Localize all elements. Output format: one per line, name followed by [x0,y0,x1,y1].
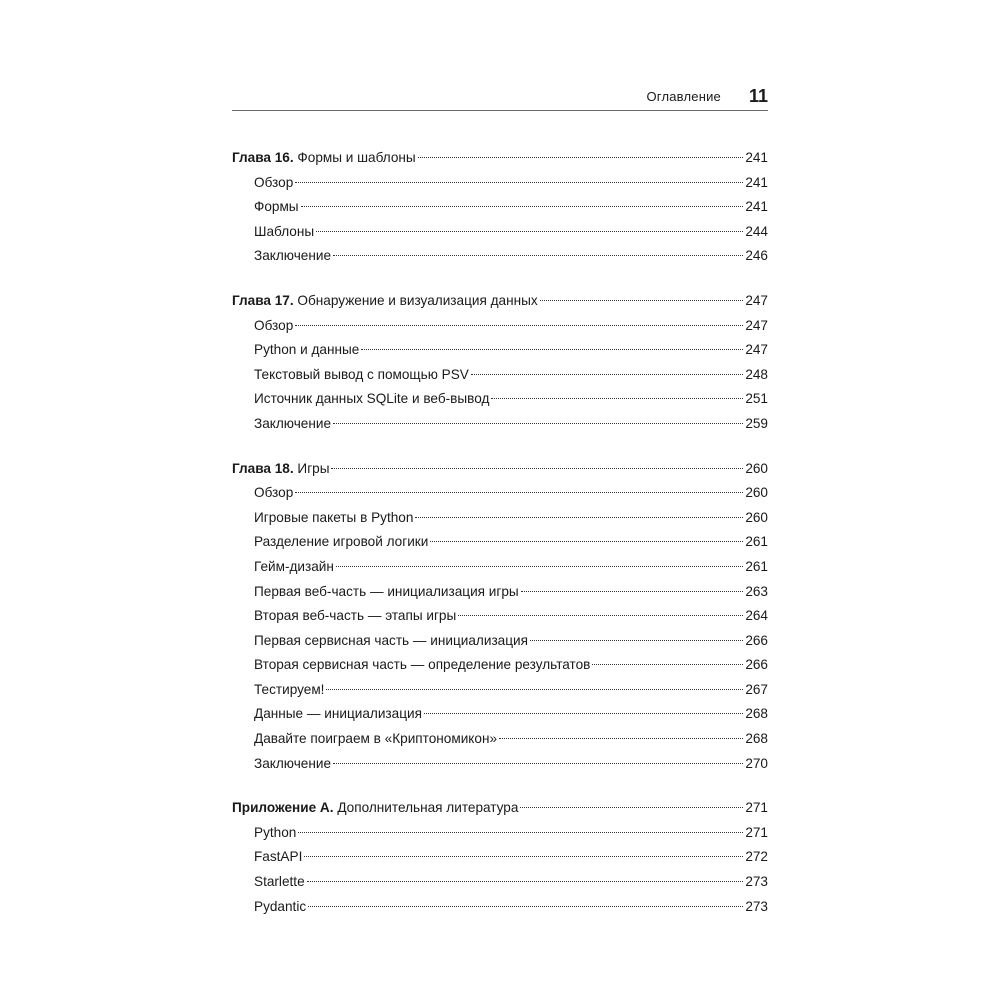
toc-subsection-entry[interactable] [232,338,768,363]
toc-section [232,796,768,919]
subsection-page-number: 272 [745,849,768,865]
dot-leader [471,373,743,375]
subsection-title: Вторая сервисная часть — определение результатов [254,657,591,673]
dot-leader [530,639,743,641]
dot-leader [333,762,743,764]
subsection-page-number: 244 [745,223,768,239]
dot-leader [499,737,743,739]
subsection-title: Первая сервисная часть — инициализация [254,632,528,648]
dot-leader [336,565,743,567]
subsection-title: FastAPI [254,849,303,865]
subsection-page-number: 260 [745,509,768,525]
toc-subsection-entry[interactable] [232,702,768,727]
subsection-page-number: 267 [745,681,768,697]
dot-leader [308,905,743,907]
dot-leader [521,590,744,592]
chapter-title: Игры [297,460,330,476]
chapter-page-number: 247 [745,292,768,308]
toc-subsection-entry[interactable] [232,727,768,752]
chapter-title: Формы и шаблоны [297,150,416,165]
page-number: 11 [748,86,768,106]
chapter-page-number: 241 [745,150,768,165]
toc-section [232,146,768,269]
dot-leader [424,712,743,714]
subsection-page-number: 260 [745,485,768,501]
subsection-title: Давайте поиграем в «Криптономикон» [254,731,498,747]
dot-leader [418,156,744,158]
toc-subsection-entry[interactable] [232,629,768,654]
toc-subsection-entry[interactable] [232,387,768,412]
chapter-number: Глава 18. [232,460,294,476]
chapter-page-number: 271 [745,800,768,816]
subsection-page-number: 251 [745,391,768,407]
subsection-page-number: 259 [745,415,768,431]
toc-subsection-entry[interactable] [232,481,768,506]
subsection-page-number: 241 [745,199,768,215]
toc-subsection-entry[interactable] [232,580,768,605]
subsection-title: Данные — инициализация [254,706,422,722]
chapter-label [232,289,538,314]
toc-subsection-entry[interactable] [232,506,768,531]
dot-leader [458,614,743,616]
subsection-page-number: 270 [745,755,768,771]
dot-leader [415,516,743,518]
dot-leader [540,299,744,301]
dot-leader [361,348,743,350]
subsection-title: Заключение [254,415,332,431]
dot-leader [326,688,743,690]
subsection-title: Текстовый вывод с помощью PSV [254,366,469,382]
toc-subsection-entry[interactable] [232,604,768,629]
subsection-title: Заключение [254,755,332,771]
subsection-title: Первая веб-часть — инициализация игры [254,583,519,599]
subsection-page-number: 261 [745,534,768,550]
subsection-title: Разделение игровой логики [254,534,429,550]
dot-leader [304,855,743,857]
toc-subsection-entry[interactable] [232,412,768,437]
subsection-title: Гейм-дизайн [254,558,334,574]
subsection-title: Формы [254,199,299,215]
dot-leader [491,397,743,399]
dot-leader [307,880,744,882]
subsection-title: Обзор [254,317,294,333]
subsection-title: Игровые пакеты в Python [254,509,414,525]
toc-subsection-entry[interactable] [232,195,768,220]
subsection-page-number: 273 [745,898,768,914]
toc-subsection-entry[interactable] [232,244,768,269]
dot-leader [295,181,743,183]
running-header [232,84,768,111]
chapter-label [232,457,329,482]
toc-subsection-entry[interactable] [232,870,768,895]
toc-section [232,289,768,437]
toc-subsection-entry[interactable] [232,363,768,388]
table-of-contents [232,146,768,939]
subsection-page-number: 248 [745,366,768,382]
subsection-page-number: 273 [745,874,768,890]
dot-leader [301,205,744,207]
chapter-label [232,796,518,821]
toc-chapter-entry[interactable] [232,796,768,821]
toc-subsection-entry[interactable] [232,653,768,678]
subsection-page-number: 264 [745,608,768,624]
subsection-title: Заключение [254,248,332,264]
subsection-title: Python и данные [254,342,360,358]
toc-subsection-entry[interactable] [232,895,768,920]
toc-subsection-entry[interactable] [232,530,768,555]
chapter-title: Обнаружение и визуализация данных [297,292,538,308]
subsection-title: Обзор [254,174,294,190]
chapter-page-number: 260 [745,460,768,476]
dot-leader [316,230,743,232]
dot-leader [295,491,743,493]
dot-leader [298,831,743,833]
running-header-title: Оглавление [646,89,721,104]
dot-leader [333,254,743,256]
subsection-page-number: 246 [745,248,768,264]
chapter-label [232,146,416,171]
dot-leader [331,467,743,469]
toc-subsection-entry[interactable] [232,678,768,703]
chapter-number: Приложение А. [232,800,334,816]
subsection-title: Вторая веб-часть — этапы игры [254,608,457,624]
toc-subsection-entry[interactable] [232,845,768,870]
toc-subsection-entry[interactable] [232,314,768,339]
subsection-page-number: 268 [745,706,768,722]
toc-subsection-entry[interactable] [232,220,768,245]
toc-section [232,457,768,777]
subsection-page-number: 261 [745,558,768,574]
subsection-title: Источник данных SQLite и веб-вывод [254,391,490,407]
chapter-title: Дополнительная литература [337,800,519,816]
dot-leader [430,540,743,542]
subsection-page-number: 263 [745,583,768,599]
subsection-page-number: 241 [745,174,768,190]
subsection-page-number: 268 [745,731,768,747]
subsection-title: Python [254,824,297,840]
toc-chapter-entry[interactable] [232,289,768,314]
toc-subsection-entry[interactable] [232,821,768,846]
subsection-page-number: 247 [745,317,768,333]
subsection-page-number: 266 [745,657,768,673]
toc-chapter-entry[interactable] [232,146,768,171]
subsection-page-number: 271 [745,824,768,840]
dot-leader [333,422,743,424]
subsection-title: Pydantic [254,898,307,914]
subsection-page-number: 247 [745,342,768,358]
chapter-number: Глава 17. [232,292,294,308]
subsection-title: Шаблоны [254,223,315,239]
dot-leader [520,806,743,808]
toc-chapter-entry[interactable] [232,457,768,482]
subsection-title: Обзор [254,485,294,501]
chapter-number: Глава 16. [232,150,294,165]
subsection-title: Starlette [254,874,305,890]
toc-subsection-entry[interactable] [232,171,768,196]
toc-subsection-entry[interactable] [232,555,768,580]
toc-subsection-entry[interactable] [232,752,768,777]
subsection-page-number: 266 [745,632,768,648]
subsection-title: Тестируем! [254,681,325,697]
dot-leader [592,663,743,665]
dot-leader [295,324,743,326]
